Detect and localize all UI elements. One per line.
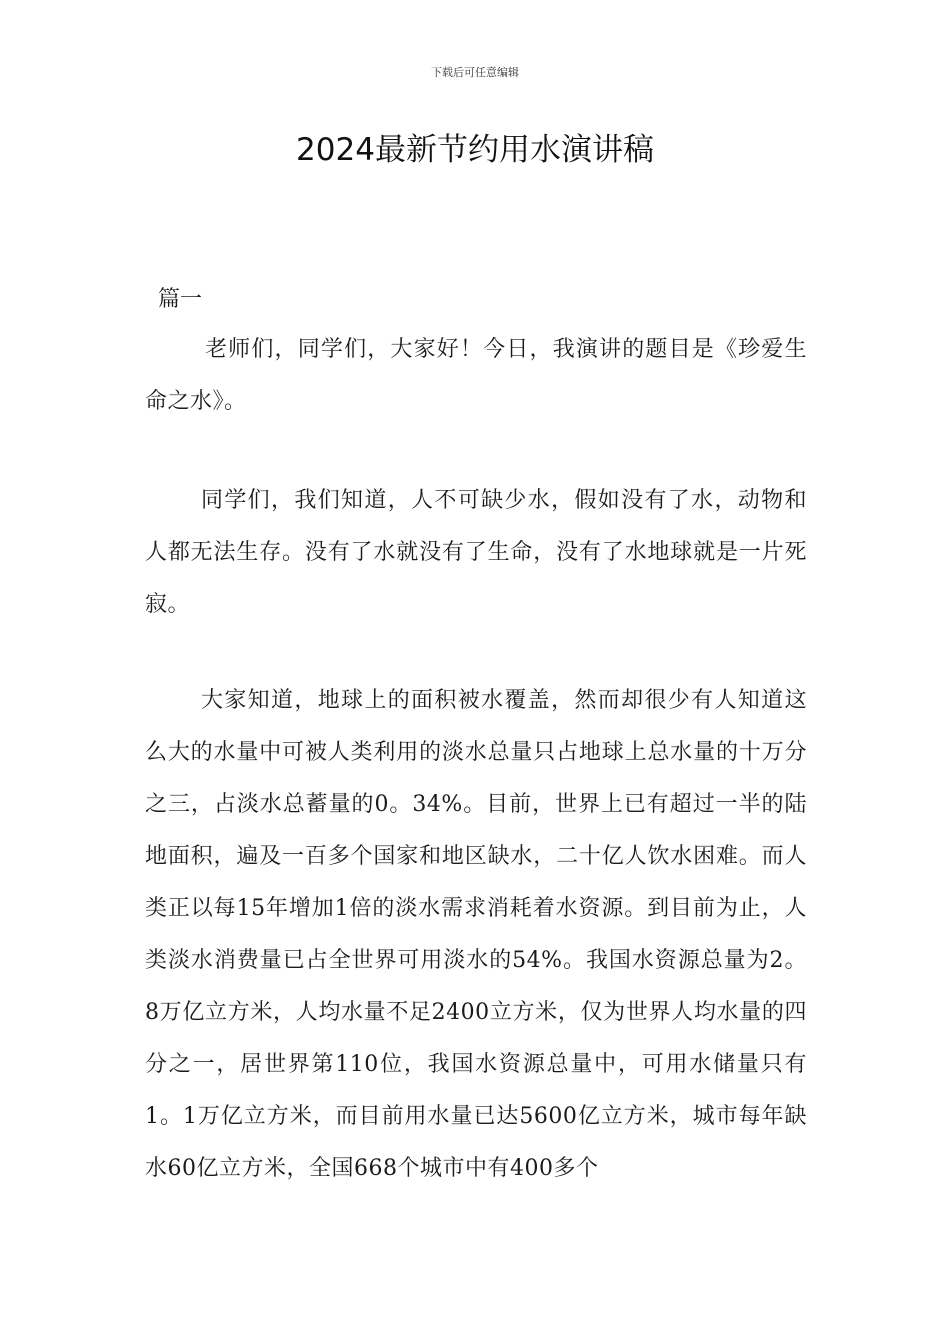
document-title: 2024最新节约用水演讲稿 [296,132,654,168]
paragraph-water-statistics: 大家知道，地球上的面积被水覆盖，然而却很少有人知道这么大的水量中可被人类利用的淡水总量只占地球上总水量的十万分之三，占淡水总蓄量的0。34%。目前，世界上已有超过一半的陆地面积，遍及一百多个国家和地区缺水，二十亿人饮水困难。而人类正以每15年增加1倍的淡水需求消耗着水资源。到目前为止，人类淡水消费量已占全世界可用淡水的54%。我国水资源总量为2。8万亿立方米，人均水量不足2400立方米，仅为世界人均水量的四分之一，居世界第110位，我国水资源总量中，可用水储量只有1。1万亿立方米，而目前用水量已达5600亿立方米，城市每年缺水60亿立方米，全国668个城市中有400多个 [145,688,807,1181]
section-label: 篇一 [158,287,203,312]
paragraph-water-importance: 同学们，我们知道，人不可缺少水，假如没有了水，动物和人都无法生存。没有了水就没有了生命，没有了水地球就是一片死寂。 [145,488,807,617]
page-header-note: 下载后可任意编辑 [431,66,519,79]
paragraph-greeting: 老师们，同学们，大家好！今日，我演讲的题目是《珍爱生命之水》。 [145,337,807,414]
